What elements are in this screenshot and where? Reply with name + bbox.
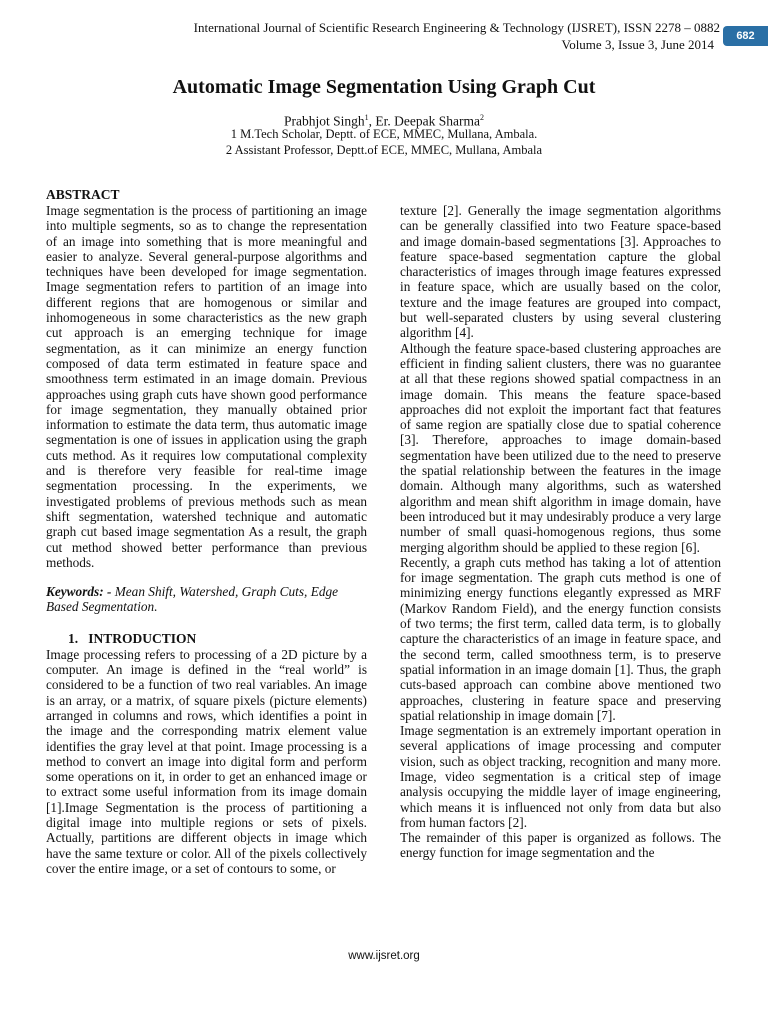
right-column <box>400 203 721 861</box>
author-separator: , <box>368 113 376 129</box>
volume-info: Volume 3, Issue 3, June 2014 <box>561 37 714 52</box>
author-affiliation-mark: 1 <box>364 113 369 122</box>
body-paragraph: Although the feature space-based clustering approaches are efficient in finding salient clusters, there was no guarantee at all that these regions showed spatial compactness in an image domain. This means the feature space-based approaches did not exploit the important fact that features of same region are spatially close due to spatial coherence [3]. Therefore, approaches to image domain-based segmentation have been utilized due to the need to preserve the spatial relationship between the features in the image domain. Although many algorithms, such as watershed algorithm and mean shift algorithm in image domain, have been introduced but it may undesirably produce a very large number of small quasi-homogenous regions, thus some merging algorithm should be applied to these region [6]. <box>400 340 721 555</box>
keywords-line <box>46 584 367 615</box>
abstract-heading: ABSTRACT <box>46 187 120 202</box>
abstract-text: Image segmentation is the process of partitioning an image into multiple segments, so as to change the representation of an image into something that is more meaningful and easier to analyze. Several general-purpose algorithms and techniques have been developed for image segmentation. Image segmentation refers to partition of an image into different regions that are homogenous or similar and inhomogeneous in some characteristics as the new graph cut approach is an emerging technique for image segmentation, as it can minimize an energy function composed of data term estimated in feature space and smoothness term estimated in an image domain. Previous approaches using graph cuts have shown good performance for image segmentation, they manually obtained prior information to estimate the data term, thus automatic image segmentation is one of issues in application using the graph cuts method. As it requires low computational complexity and is therefore very feasible for real-time image segmentation processing. In the experiments, we investigated problems of previous methods such as mean shift segmentation, watershed technique and automatic graph cut based image segmentation As a result, the graph cut method showed better performance than previous methods. <box>46 203 367 570</box>
left-column <box>46 187 367 876</box>
keywords-label: Keywords: - <box>46 584 112 600</box>
author-name: Er. Deepak Sharma <box>375 113 480 129</box>
body-paragraph: The remainder of this paper is organized as follows. The energy function for image segmentation and the <box>400 830 721 861</box>
author-affiliation-mark: 2 <box>479 113 484 122</box>
page-number-badge: 682 <box>723 26 768 46</box>
body-paragraph: texture [2]. Generally the image segmentation algorithms can be generally classified into two Feature space-based and image domain-based segmentations [3]. Approaches to feature space-based segmentation capture the global characteristics of images through image features expressed in feature space, which are usually based on the color, texture and the image features are grouped into compact, but well-separated clusters by using several clustering algorithm [4]. <box>400 203 721 341</box>
paper-title: Automatic Image Segmentation Using Graph Cut <box>172 76 596 98</box>
body-paragraph: Recently, a graph cuts method has taking a lot of attention for image segmentation. The graph cuts method is one of minimizing energy functions elegantly expressed as MRF (Markov Random Field), and the energy function consists of two terms; the first term, called data term, is to globally capture the characteristics of an image in feature space, and the second term, called smoothness term, is to preserve spatial information in an image domain [1]. Thus, the graph cuts-based approach can combine above mentioned two approaches, clustering in feature space and preserving spatial relationship in image domain [7]. <box>400 554 721 723</box>
introduction-heading: 1. INTRODUCTION <box>68 630 197 646</box>
journal-header: International Journal of Scientific Research Engineering & Technology (IJSRET), ISSN 2278 – 0882 <box>193 20 720 35</box>
footer-url: www.ijsret.org <box>348 950 420 962</box>
keywords-text: Mean Shift, Watershed, Graph Cuts, Edge Based Segmentation. <box>46 584 339 615</box>
introduction-text-left: Image processing refers to processing of a 2D picture by a computer. An image is defined in the “real world” is considered to be a function of two real variables. An image is an array, or a matrix, of square pixels (picture elements) arranged in columns and rows, which identifies a point in the image and the corresponding matrix element value identifies the gray level at that point. Image processing is a method to convert an image into digital form and perform some operations on it, in order to get an enhanced image or to extract some useful information from its image domain [1].Image Segmentation is the process of partitioning a digital image into multiple regions or sets of pixels. Actually, partitions are different objects in image which have the same texture or color. All of the pixels collectively cover the entire image, or a set of contours to some, or <box>46 646 367 876</box>
author-name: Prabhjot Singh <box>284 113 365 129</box>
affiliation-2: 2 Assistant Professor, Deptt.of ECE, MMEC, Mullana, Ambala <box>225 143 543 157</box>
body-paragraph: Image segmentation is an extremely important operation in several applications of image processing and computer vision, such as object tracking, recognition and many more. Image, video segmentation is a critical step of image analysis occupying the middle layer of image engineering, which means it is influenced not only from data but also from human factors [2]. <box>400 723 721 830</box>
affiliation-1: 1 M.Tech Scholar, Deptt. of ECE, MMEC, Mullana, Ambala. <box>230 127 538 141</box>
